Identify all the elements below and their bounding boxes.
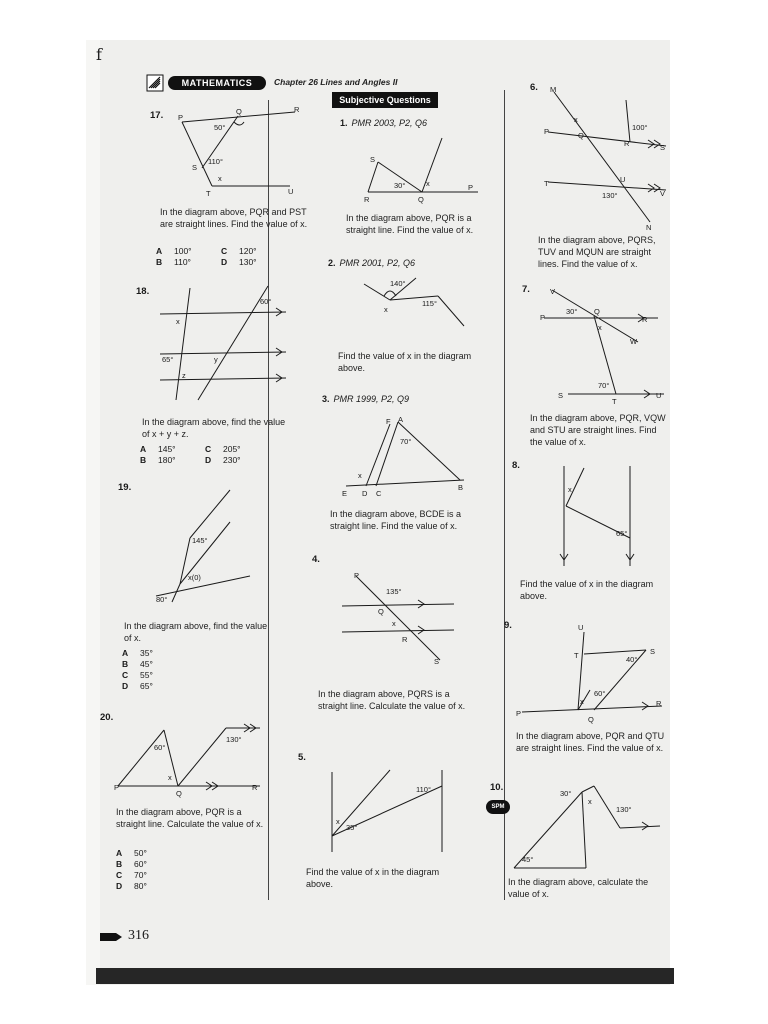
s7-diagram [538, 286, 668, 406]
label-T: T [206, 189, 211, 198]
label-T: T [574, 651, 579, 660]
angle-label: 65° [616, 529, 628, 538]
label-x: x [336, 817, 340, 826]
s10-diagram [510, 782, 666, 872]
label-T: T [612, 397, 617, 406]
label-U: U [620, 175, 626, 184]
label-R: R [402, 635, 408, 644]
label-U: U [578, 623, 584, 632]
question-number: 20. [100, 712, 114, 723]
arrow-icon [100, 932, 122, 942]
page-number: 316 [128, 928, 149, 943]
option: D 130° [221, 257, 257, 267]
label-x: x [588, 797, 592, 806]
s8-diagram [550, 462, 650, 572]
angle-label: 80° [156, 595, 168, 604]
label-C: C [376, 489, 382, 498]
label-S: S [434, 657, 440, 666]
question-number: 9. [504, 620, 512, 631]
angle-label: 70° [598, 381, 610, 390]
option: A 100° [156, 246, 192, 256]
question-source: 1. PMR 2003, P2, Q6 [340, 118, 428, 128]
subject-label: MATHEMATICS [168, 76, 266, 90]
label-x: x [384, 305, 388, 314]
question-text: In the diagram above, PQR is a straight line. Calculate the value of x. [116, 807, 264, 829]
question-text: In the diagram above, PQR and PST are straight lines. Find the value of x. [160, 207, 308, 229]
question-text: Find the value of x in the diagram above. [306, 867, 440, 889]
label-B: B [458, 483, 464, 492]
option: B 45° [122, 659, 153, 669]
label-x: x [568, 485, 572, 494]
label-R: R [624, 139, 630, 148]
angle-label: 65° [162, 355, 174, 364]
option: B 180° [140, 455, 176, 465]
angle-label: 100° [632, 123, 648, 132]
angle-label: 50° [214, 123, 226, 132]
label-R: R [252, 783, 258, 792]
question-text: Find the value of x in the diagram above. [520, 579, 654, 601]
q18-diagram [158, 282, 288, 402]
label-P: P [354, 571, 360, 580]
question-number: 6. [530, 82, 538, 93]
label-V: V [660, 189, 666, 198]
label-P: P [178, 113, 184, 122]
label-R: R [656, 699, 662, 708]
label-R: R [294, 105, 300, 114]
label-x: x [598, 323, 602, 332]
angle-label: 60° [260, 297, 272, 306]
question-text: In the diagram above, find the value of x + y + z. [142, 417, 286, 439]
s5-diagram [320, 766, 450, 856]
label-P: P [516, 709, 522, 718]
label-T: T [544, 179, 549, 188]
angle-label: 30° [394, 181, 406, 190]
s1-diagram [362, 134, 482, 204]
q20-diagram [114, 720, 264, 798]
label-P: P [544, 127, 550, 136]
angle-label: 135° [386, 587, 402, 596]
label-U: U [288, 187, 294, 196]
label-Q: Q [236, 107, 242, 116]
label-Q: Q [176, 789, 182, 798]
options-list [122, 648, 153, 692]
label-F: F [386, 417, 391, 426]
label-x: x [168, 773, 172, 782]
label-D: D [362, 489, 368, 498]
label-S: S [650, 647, 656, 656]
label-U: U [656, 391, 662, 400]
label-R: R [364, 195, 370, 204]
option: A 50° [116, 848, 147, 858]
label-z: z [182, 371, 186, 380]
column-divider-right [504, 90, 505, 900]
label-P: P [114, 783, 120, 792]
angle-label: 45° [522, 855, 534, 864]
label-x: x [358, 471, 362, 480]
question-text: In the diagram above, PQR, VQW and STU are straight lines. Find the value of x. [530, 413, 666, 447]
question-number: 7. [522, 284, 530, 295]
question-text: In the diagram above, PQR is a straight line. Find the value of x. [346, 213, 474, 235]
label-P: P [468, 183, 474, 192]
angle-label: 110° [208, 157, 223, 166]
section-title: Subjective Questions [332, 92, 438, 108]
angle-label: 130° [616, 805, 632, 814]
option: A 145° [140, 444, 176, 454]
option: A 35° [122, 648, 153, 658]
options-list [116, 848, 147, 892]
option: C 55° [122, 670, 153, 680]
label-W: W [630, 337, 638, 346]
option: B 60° [116, 859, 147, 869]
question-text: In the diagram above, PQRS, TUV and MQUN are straight lines. Find the value of x. [538, 235, 656, 269]
angle-label: 40° [626, 655, 638, 664]
angle-label: 110° [416, 785, 431, 794]
book-icon [146, 74, 164, 92]
label-x: x [574, 115, 578, 124]
angle-label: 60° [594, 689, 606, 698]
options-list [156, 246, 286, 268]
option: C 205° [205, 444, 241, 454]
label-Q: Q [418, 195, 424, 204]
label-Q: Q [588, 715, 594, 724]
label-x: x [176, 317, 180, 326]
question-text: In the diagram above, BCDE is a straight line. Find the value of x. [330, 509, 462, 531]
question-number: 5. [298, 752, 306, 763]
label-x: x(0) [188, 573, 201, 582]
label-x: x [426, 179, 430, 188]
options-list [140, 444, 270, 466]
angle-label: 30° [566, 307, 578, 316]
question-number: 10. [490, 782, 504, 793]
label-S: S [558, 391, 564, 400]
label-S: S [192, 163, 198, 172]
angle-label: 60° [154, 743, 166, 752]
label-E: E [342, 489, 348, 498]
question-text: In the diagram above, calculate the value of x. [508, 877, 649, 899]
question-number: 19. [118, 482, 132, 493]
s2-diagram [360, 276, 480, 336]
option: B 110° [156, 257, 191, 267]
exam-badge: SPM [486, 800, 510, 814]
s9-diagram [514, 620, 664, 724]
label-N: N [646, 223, 652, 232]
label-P: P [540, 313, 546, 322]
chapter-title: Chapter 26 Lines and Angles II [274, 77, 398, 87]
question-text: In the diagram above, PQRS is a straight line. Calculate the value of x. [318, 689, 466, 711]
label-x: x [218, 174, 222, 183]
corner-mark: f [96, 45, 102, 64]
angle-label: 70° [400, 437, 412, 446]
option: D 65° [122, 681, 153, 691]
label-x: x [580, 697, 584, 706]
question-text: In the diagram above, PQR and QTU are straight lines. Find the value of x. [516, 731, 665, 753]
angle-label: 115° [422, 299, 437, 308]
question-number: 17. [150, 110, 164, 121]
label-x: x [392, 619, 396, 628]
s3-diagram [340, 414, 470, 500]
page-footer [100, 928, 180, 950]
angle-label: 35° [346, 823, 358, 832]
page-header [146, 74, 526, 92]
option: C 70° [116, 870, 147, 880]
label-y: y [214, 355, 218, 364]
option: D 230° [205, 455, 241, 465]
label-V: V [550, 287, 556, 296]
question-number: 4. [312, 554, 320, 565]
label-M: M [550, 85, 557, 94]
label-Q: Q [594, 307, 600, 316]
q17-diagram [170, 105, 300, 198]
question-number: 18. [136, 286, 150, 297]
label-Q: Q [578, 131, 584, 140]
option: C 120° [221, 246, 257, 256]
label-Q: Q [378, 607, 384, 616]
angle-label: 130° [226, 735, 242, 744]
label-A: A [398, 415, 404, 424]
question-source: 2. PMR 2001, P2, Q6 [328, 258, 416, 268]
question-number: 8. [512, 460, 520, 471]
angle-label: 30° [560, 789, 572, 798]
label-S: S [370, 155, 376, 164]
angle-label: 140° [390, 279, 406, 288]
page-left-edge [86, 40, 100, 985]
question-source: 3. PMR 1999, P2, Q9 [322, 394, 410, 404]
s4-diagram [340, 568, 460, 666]
bottom-shadow-band [96, 968, 674, 984]
q19-diagram [152, 488, 262, 604]
label-R: R [642, 315, 648, 324]
label-S: S [660, 143, 666, 152]
question-text: In the diagram above, find the value of x. [124, 621, 268, 643]
question-text: Find the value of x in the diagram above. [338, 351, 472, 373]
angle-label: 130° [602, 191, 618, 200]
option: D 80° [116, 881, 147, 891]
s6-diagram [540, 86, 670, 230]
angle-label: 145° [192, 536, 208, 545]
